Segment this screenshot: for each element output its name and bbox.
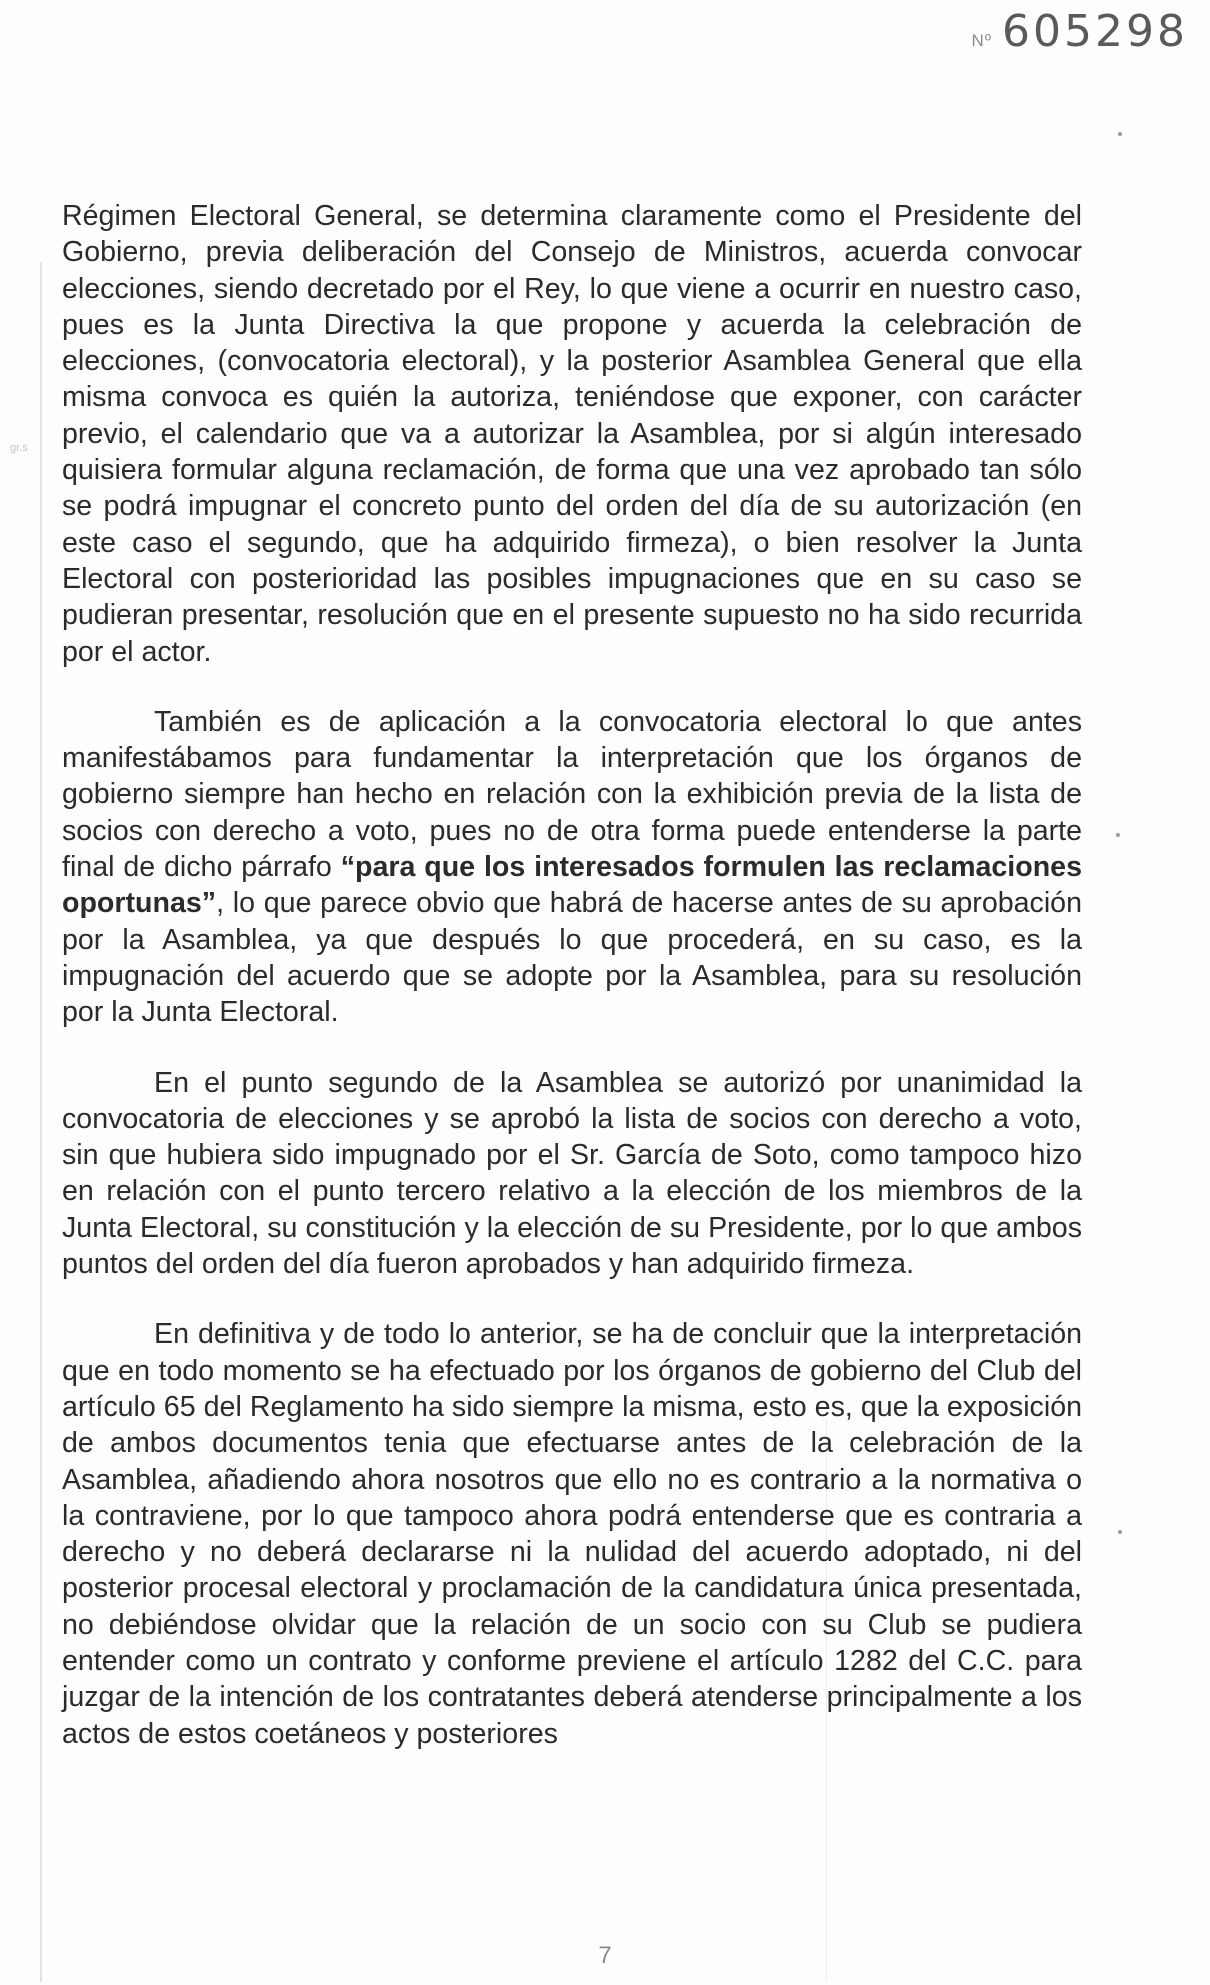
- paragraph-2: [62, 704, 1082, 1031]
- document-body: [62, 198, 1082, 1752]
- paragraph-1: Régimen Electoral General, se determina claramente como el Presidente del Gobierno, previa deliberación del Consejo de Ministros, acuerda convocar elecciones, siendo decretado por el Rey, lo que viene a ocurrir en nuestro caso, pues es la Junta Directiva la que propone y acuerda la celebración de elecciones, (convocatoria electoral), y la posterior Asamblea General que ella misma convoca es quién la autoriza, teniéndose que exponer, con carácter previo, el calendario que va a autorizar la Asamblea, por si algún interesado quisiera formular alguna reclamación, de forma que una vez aprobado tan sólo se podrá impugnar el concreto punto del orden del día de su autorización (en este caso el segundo, que ha adquirido firmeza), o bien resolver la Junta Electoral con posterioridad las posibles impugnaciones que en su caso se pudieran presentar, resolución que en el presente supuesto no ha sido recurrida por el actor.: [62, 200, 1082, 668]
- paragraph-4: En definitiva y de todo lo anterior, se ha de concluir que la interpretación que en todo momento se ha efectuado por los órganos de gobierno del Club del artículo 65 del Reglamento ha sido siempre la misma, esto es, que la exposición de ambos documentos tenia que efectuarse antes de la celebración de la Asamblea, añadiendo ahora nosotros que ello no es contrario a la normativa o la contraviene, por lo que tampoco ahora podrá entenderse que es contraria a derecho y no deberá declararse ni la nulidad del acuerdo adoptado, ni del posterior procesal electoral y proclamación de la candidatura única presentada, no debiéndose olvidar que la relación de un socio con su Club se pudiera entender como un contrato y conforme previene el artículo 1282 del C.C. para juzgar de la intención de los contratantes deberá atenderse principalmente a los actos de estos coetáneos y posteriores: [62, 1318, 1082, 1750]
- scan-speck: [1116, 833, 1120, 837]
- serial-prefix: Nº: [971, 31, 993, 50]
- paragraph-2-quote: “para que los interesados formulen las reclamaciones oportunas”: [62, 851, 1082, 920]
- serial-stamp: [972, 6, 1188, 57]
- paragraph-2-after: , lo que parece obvio que habrá de hacerse antes de su aprobación por la Asamblea, ya que después lo que procederá, en su caso, es la impugnación del acuerdo que se adopte por la Asamblea, para su resolución por la Junta Electoral.: [62, 887, 1082, 1029]
- paragraph-2-before: También es de aplicación a la convocatoria electoral lo que antes manifestábamos para fundamentar la interpretación que los órganos de gobierno siempre han hecho en relación con la exhibición previa de la lista de socios con derecho a voto, pues no de otra forma puede entenderse la parte final de dicho párrafo: [62, 705, 1082, 884]
- serial-number: 605298: [1002, 6, 1188, 57]
- margin-annotation: gr.s: [10, 442, 28, 454]
- scan-speck: [1118, 1530, 1122, 1534]
- left-margin-rule: [40, 262, 42, 1982]
- page-number: 7: [598, 1942, 612, 1969]
- scan-speck: [1118, 132, 1122, 136]
- paragraph-3: En el punto segundo de la Asamblea se autorizó por unanimidad la convocatoria de elecciones y se aprobó la lista de socios con derecho a voto, sin que hubiera sido impugnado por el Sr. García de Soto, como tampoco hizo en relación con el punto tercero relativo a la elección de los miembros de la Junta Electoral, su constitución y la elección de su Presidente, por lo que ambos puntos del orden del día fueron aprobados y han adquirido firmeza.: [62, 1066, 1082, 1281]
